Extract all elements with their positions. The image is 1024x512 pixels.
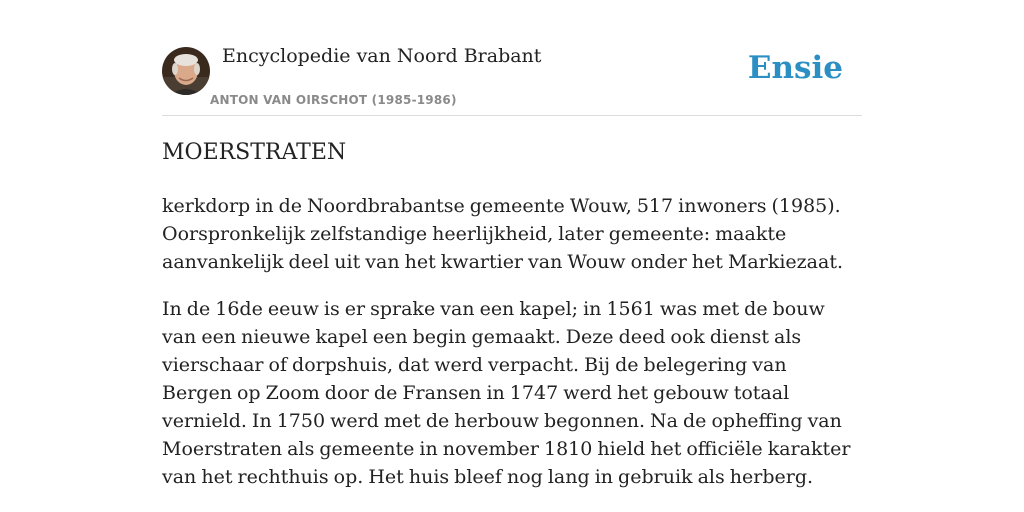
article-title: MOERSTRATEN [162,140,347,165]
article-paragraph: In de 16de eeuw is er sprake van een kapel; in 1561 was met de bouw van een nieuwe kapel een begin gemaakt. Deze deed ook dienst als vierschaar of dorpshuis, dat werd verpacht. Bij de belegering van Bergen op Zoom door de Fransen in 1747 werd het gebouw totaal vernield. In 1750 werd met de herbouw begonnen. Na de opheffing van Moerstraten als gemeente in november 1810 hield het officiële karakter van het rechthuis op. Het huis bleef nog lang in gebruik als herberg. [162,298,851,488]
author-avatar[interactable] [162,47,210,95]
brand-logo[interactable]: Ensie [747,50,843,86]
article-body [162,192,852,510]
source-title[interactable]: Encyclopedie van Noord Brabant [222,45,542,67]
article-paragraph: kerkdorp in de Noordbrabantse gemeente Wouw, 517 inwoners (1985). Oorspronkelijk zelfstandige heerlijkheid, later gemeente: maakte aanvankelijk deel uit van het kwartier van Wouw onder het Markiezaat. [162,195,844,273]
author-portrait-icon [162,47,210,95]
header-divider [162,115,862,116]
author-name[interactable]: ANTON VAN OIRSCHOT (1985-1986) [210,93,457,107]
